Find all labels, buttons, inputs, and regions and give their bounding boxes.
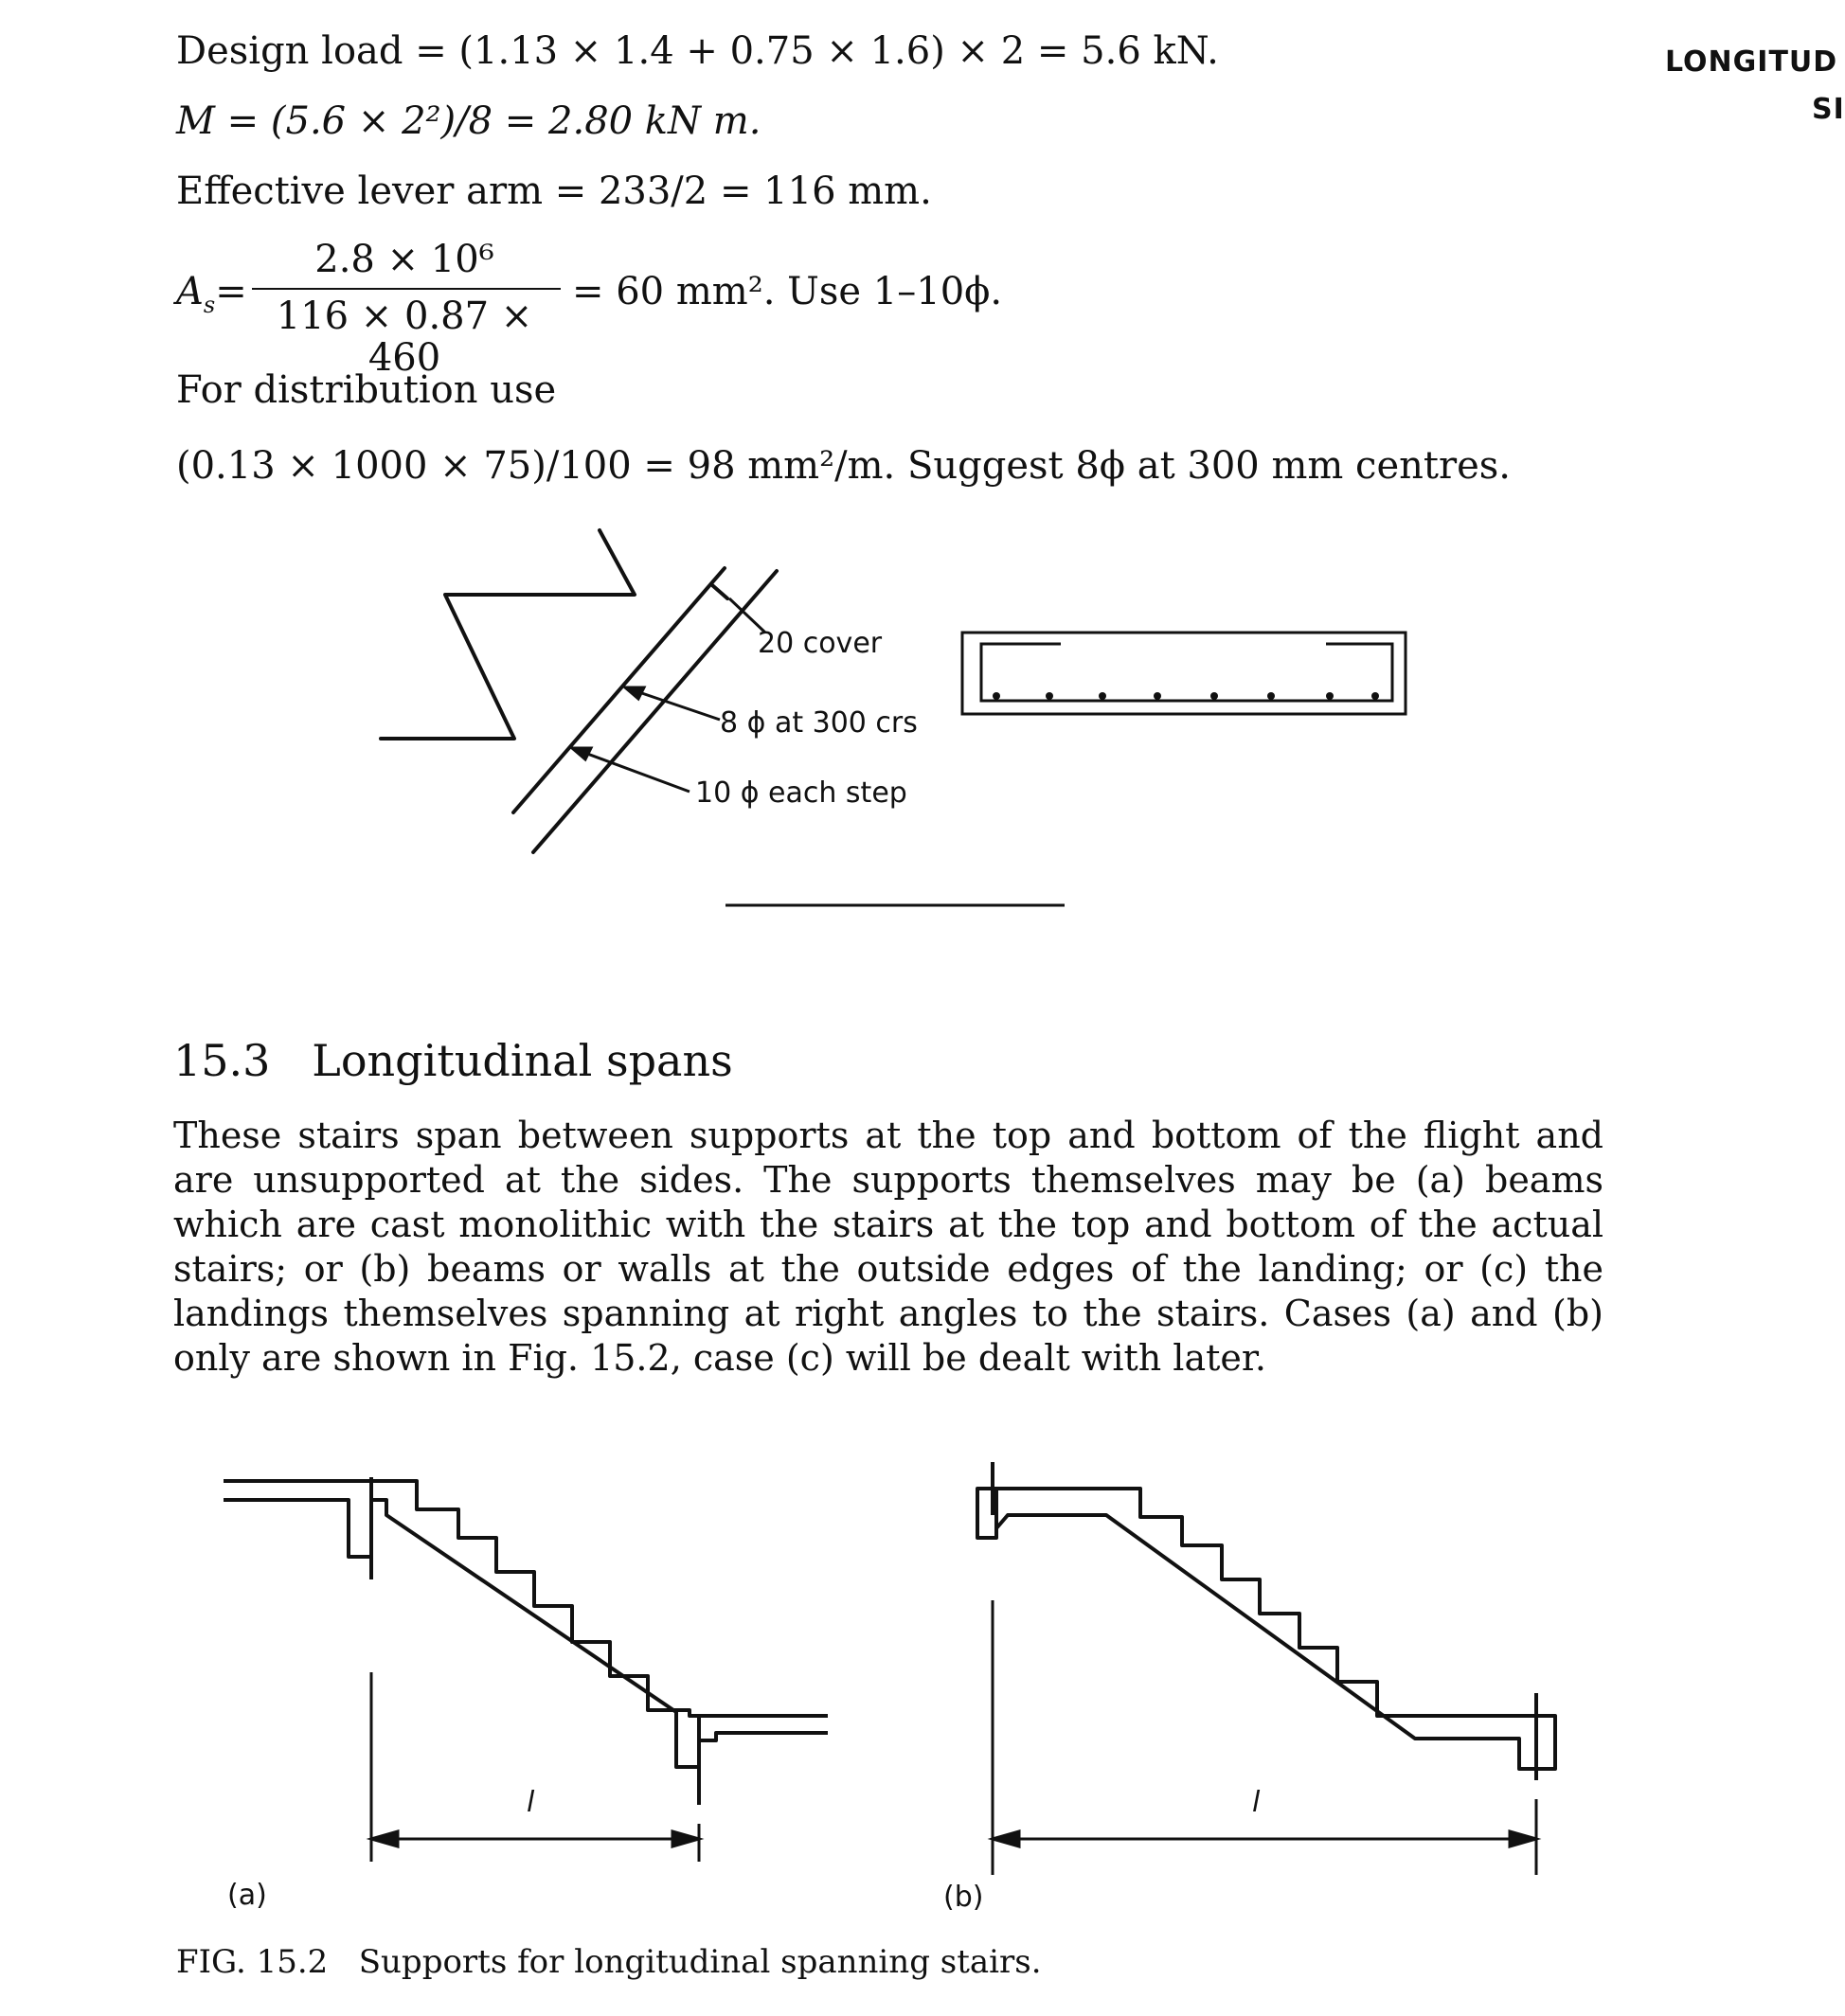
label-cover: 20 cover xyxy=(758,627,883,660)
running-header-line2: SI xyxy=(1812,93,1845,126)
label-distribution-bars: 8 ϕ at 300 crs xyxy=(720,706,918,740)
lever-arm-line: Effective lever arm = 233/2 = 116 mm. xyxy=(176,169,932,213)
running-header-line1: LONGITUD xyxy=(1665,45,1838,79)
step-outline xyxy=(381,530,635,739)
as-symbol: $A_s=$ xyxy=(176,270,247,318)
distribution-intro: For distribution use xyxy=(176,368,557,412)
caption-text: Supports for longitudinal spanning stairs. xyxy=(358,1943,1042,1981)
as-denominator: 116 × 0.87 × 460 xyxy=(276,294,533,380)
stair-diagram-a xyxy=(224,1477,828,1805)
section-number: 15.3 xyxy=(173,1035,271,1086)
caption-number: FIG. 15.2 xyxy=(176,1943,329,1981)
panel-label-b: (b) xyxy=(943,1881,984,1914)
as-result: = 60 mm². Use 1–10ϕ. xyxy=(572,270,1003,313)
moment-line: M = (5.6 × 2²)/8 = 2.80 kN m. xyxy=(176,99,761,143)
figure-caption xyxy=(176,1943,1042,1981)
section-paragraph: These stairs span between supports at the top and bottom of the flight and are unsupported at the sides. The supports themselves may be (a) beams which are cast monolithic with the stairs at the top and bottom of the actual stairs; or (b) beams or walls at the outside edges of the landing; or (c) the landings themselves spanning at right angles to the stairs. Cases (a) and (b) only are shown in Fig. 15.2, case (c) will be dealt with later. xyxy=(173,1115,1603,1379)
as-numerator: 2.8 × 10⁶ xyxy=(314,238,494,281)
label-main-bars: 10 ϕ each step xyxy=(695,776,907,810)
as-subscript: s xyxy=(203,292,216,318)
slab-line-upper xyxy=(513,568,725,812)
stair-diagram-b xyxy=(977,1462,1555,1780)
span-label-b: l xyxy=(1252,1786,1261,1819)
distribution-line: (0.13 × 1000 × 75)/100 = 98 mm²/m. Suggest 8ϕ at 300 mm centres. xyxy=(176,444,1511,488)
as-label: A xyxy=(176,270,204,313)
section-box xyxy=(962,633,1406,714)
span-dimension-a xyxy=(371,1672,699,1862)
panel-label-a: (a) xyxy=(227,1879,267,1912)
design-load-line: Design load = (1.13 × 1.4 + 0.75 × 1.6) × 2 = 5.6 kN. xyxy=(176,29,1219,73)
span-label-a: l xyxy=(527,1786,535,1819)
section-heading xyxy=(173,1034,733,1087)
section-title: Longitudinal spans xyxy=(312,1035,733,1086)
